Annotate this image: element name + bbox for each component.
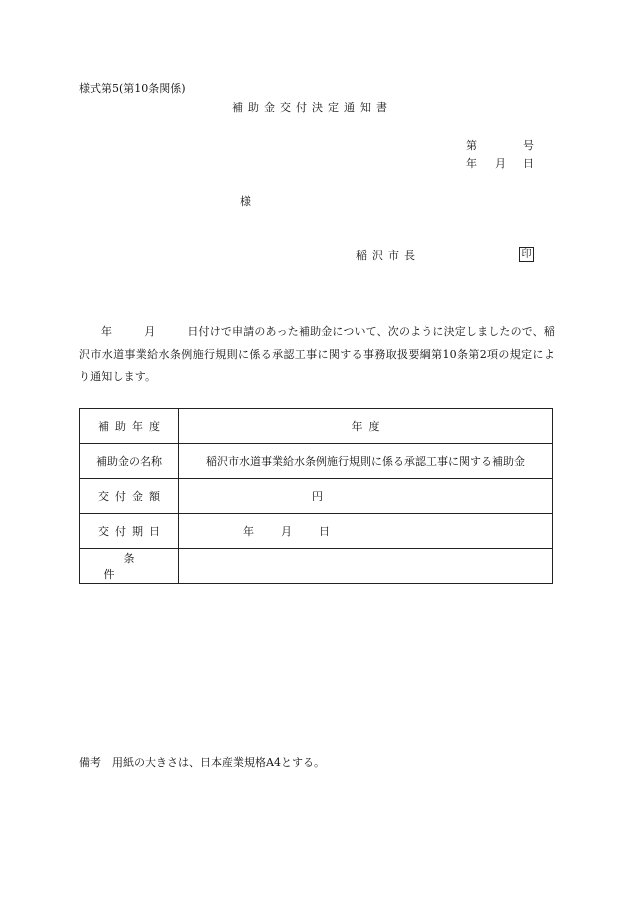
table-row [80, 514, 553, 549]
date-month: 月 [495, 157, 506, 170]
form-number: 様式第5(第10条関係) [79, 82, 186, 95]
row-value-grant-name: 稲沢市水道事業給水条例施行規則に係る承認工事に関する補助金 [179, 444, 553, 479]
body-year: 年 [101, 325, 113, 338]
row-value-grant-amount: 円 [179, 479, 553, 514]
row-label-grant-date: 交付期日 [80, 514, 179, 549]
table-row [80, 549, 553, 584]
reference-number-suffix: 号 [523, 139, 534, 152]
body-month: 月 [144, 325, 156, 338]
addressee-honorific: 様 [240, 195, 251, 208]
document-title: 補助金交付決定通知書 [232, 101, 392, 114]
issuer-name: 稲沢市長 [356, 249, 420, 262]
row-value-conditions [179, 549, 553, 584]
reference-number-prefix: 第 [466, 139, 477, 152]
table-row [80, 409, 553, 444]
date-year: 年 [466, 157, 477, 170]
table-row [80, 444, 553, 479]
row-label-grant-amount: 交付金額 [80, 479, 179, 514]
remark-note: 備考 用紙の大きさは、日本産業規格A4とする。 [79, 756, 325, 769]
table-row [80, 479, 553, 514]
row-value-grant-date: 年 月 日 [179, 514, 553, 549]
seal-mark: 印 [519, 247, 534, 262]
row-value-fiscal-year: 年度 [179, 409, 553, 444]
notice-body [79, 321, 555, 389]
grant-info-table [79, 408, 553, 584]
body-text: 日付けで申請のあった補助金について、次のように決定しましたので、稲沢市水道事業給水条例施行規則に係る承認工事に関する事務取扱要綱第10条第2項の規定により通知します。 [79, 325, 555, 383]
date-day: 日 [523, 157, 534, 170]
row-label-grant-name: 補助金の名称 [80, 444, 179, 479]
row-label-conditions: 条件 [80, 549, 179, 584]
row-label-fiscal-year: 補助年度 [80, 409, 179, 444]
